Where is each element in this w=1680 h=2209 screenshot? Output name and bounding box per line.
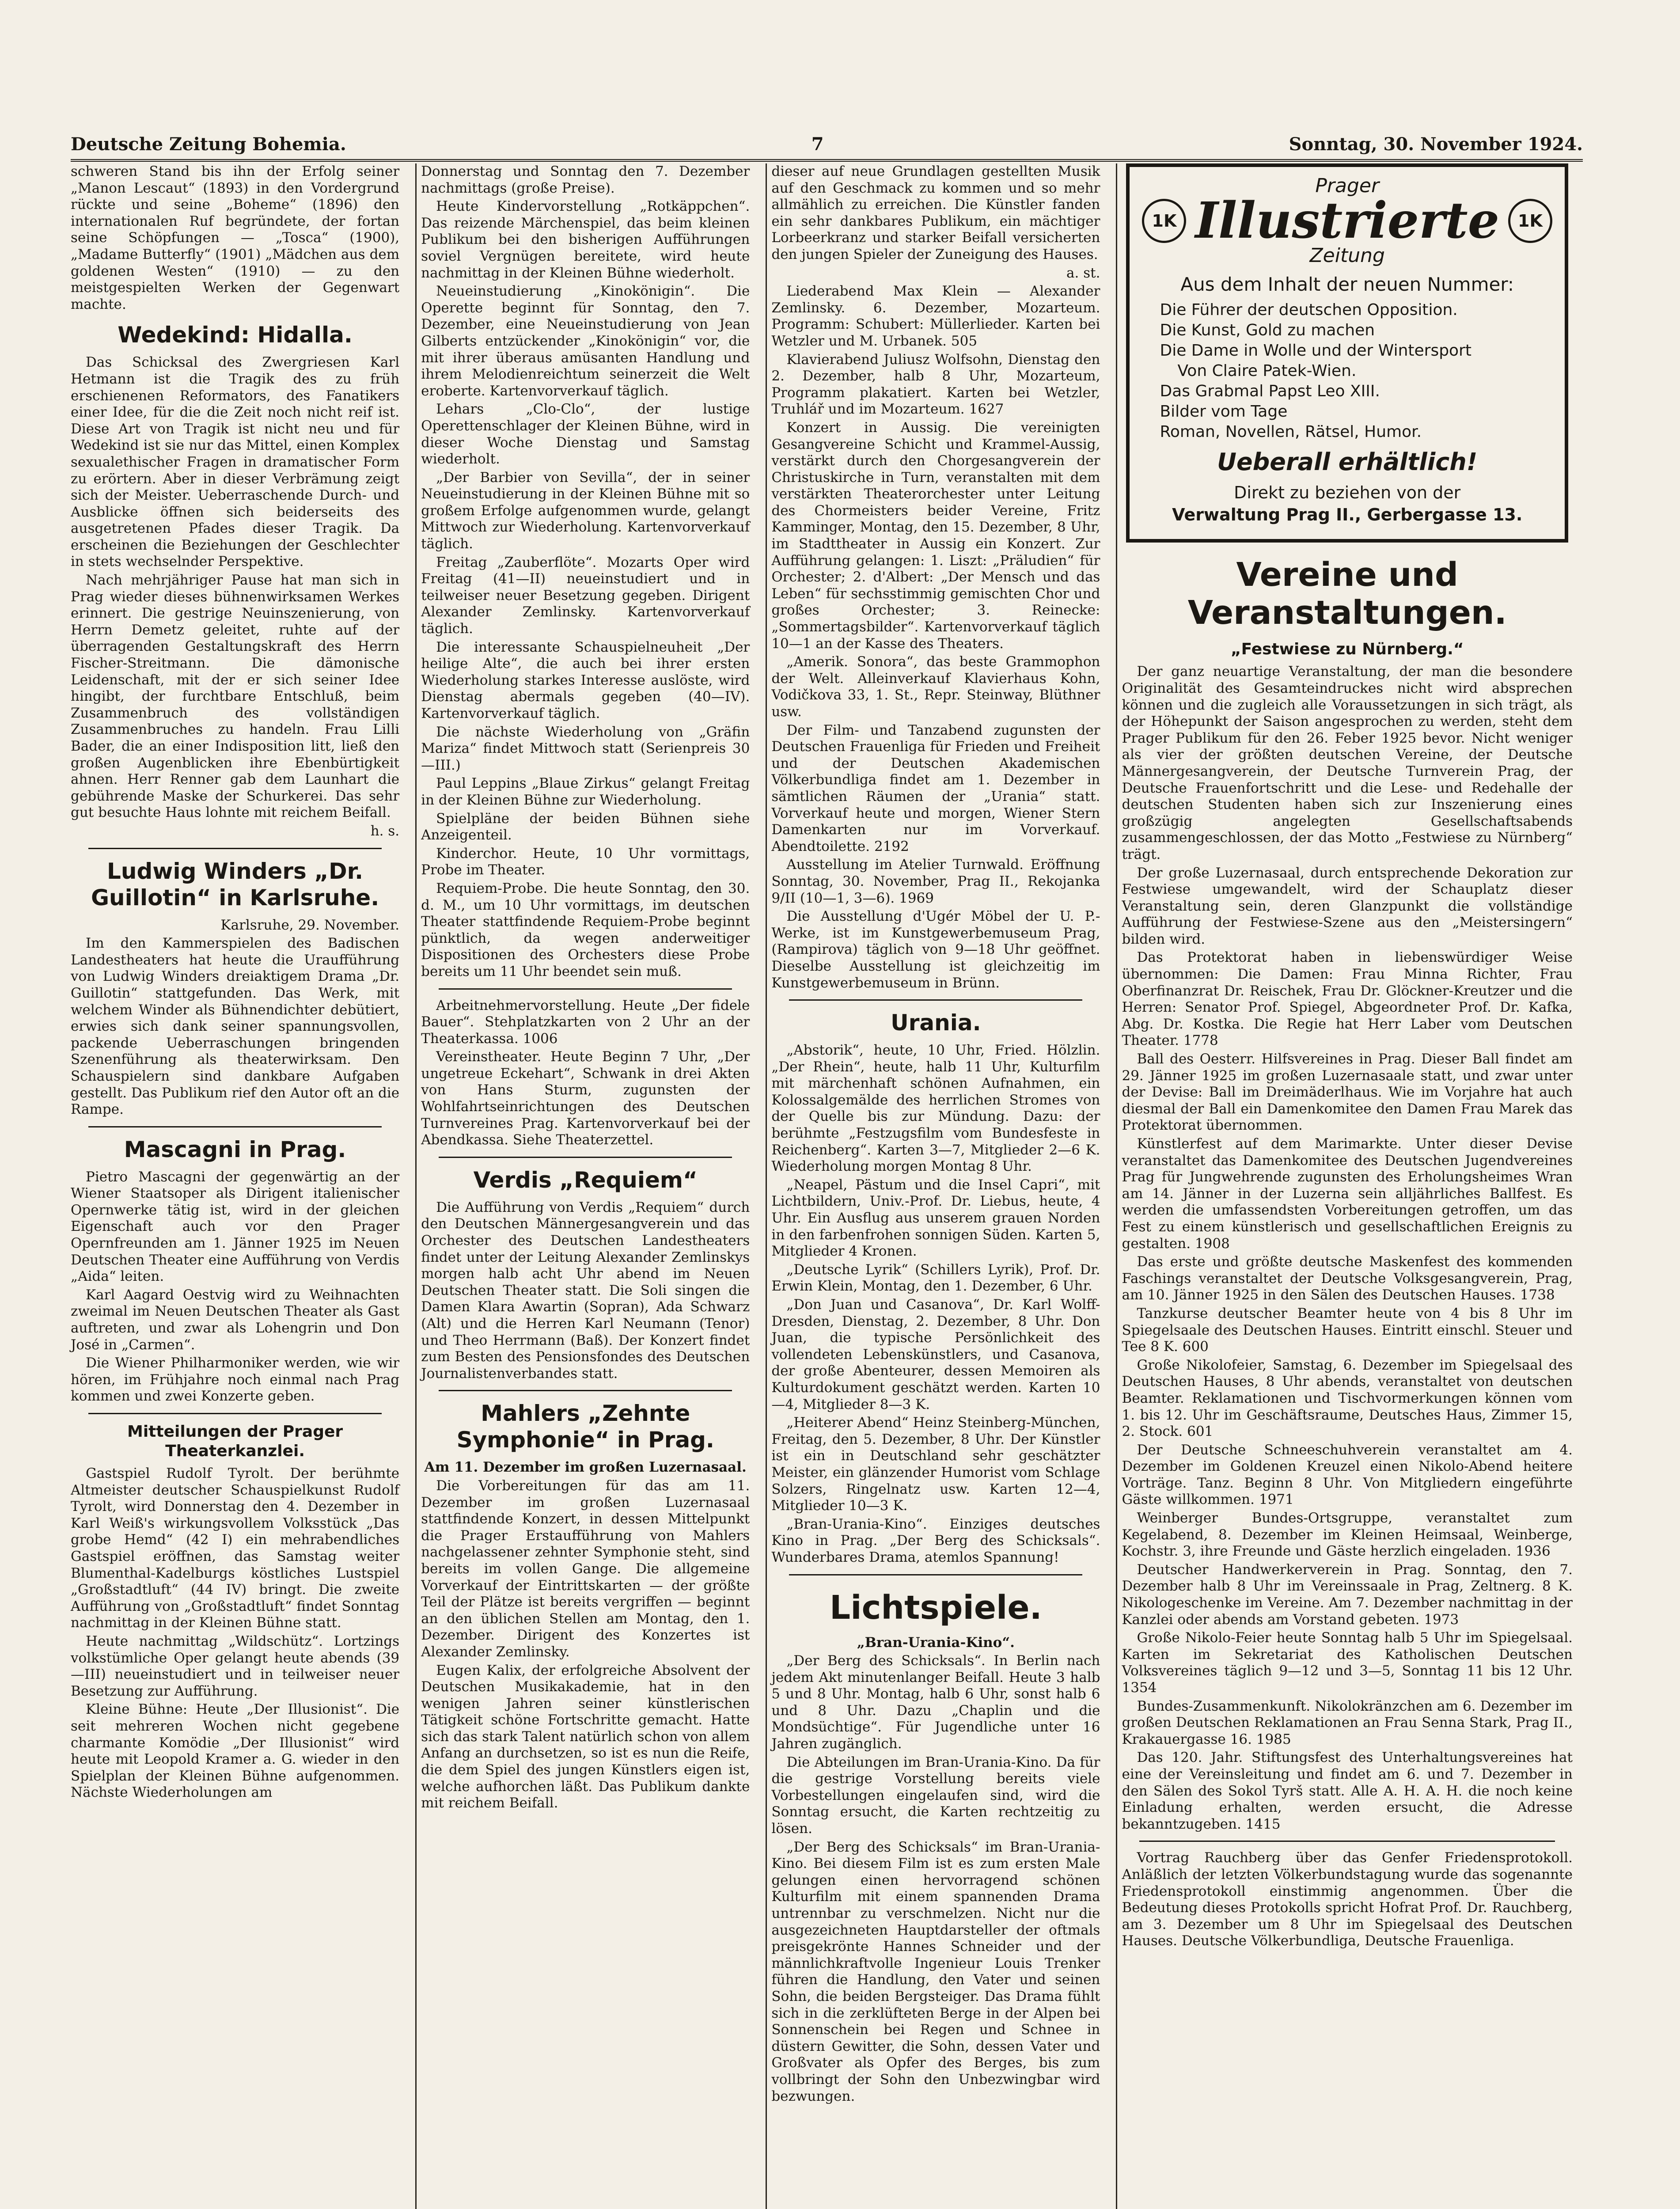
ad-item: Roman, Novellen, Rätsel, Humor. <box>1160 422 1422 441</box>
article-text: Donnerstag und Sonntag den 7. Dezember nachmittags (große Preise). <box>421 163 750 196</box>
article-text: Lehars „Clo-Clo“, der lustige Operettenschlager der Kleinen Bühne, wird in dieser Woche Dienstag und Samstag wiederholt. <box>421 401 750 467</box>
divider <box>439 1157 732 1158</box>
article-heading: Mitteilungen der Prager Theaterkanzlei. <box>127 1423 343 1460</box>
ad-contents-list <box>1160 300 1535 442</box>
article-text: „Der Barbier von Sevilla“, der in seiner Neueinstudierung in der Kleinen Bühne mit so großem Erfolge aufgenommen wurde, gelangt Mittwoch zur Wiederholung. Kartenvorverkauf täglich. <box>421 469 750 552</box>
divider <box>439 1390 732 1391</box>
article-text: Der ganz neuartige Veranstaltung, der man die besondere Originalität des Gesamteindruckes nicht wird absprechen können und die zugleich alle Voraussetzungen in sich trägt, als der Höhepunkt der Saison angesprochen zu werden, steht dem Prager Publikum für den 26. Feber 1925 bevor. Nicht weniger als vier der größten deutschen Vereine, der Deutsche Männergesangverein, der Deutsche Turnverein Prag, der Deutsche Frauenfortschritt und die Lese- und Redehalle der deutschen Studenten haben sich zur Inszenierung eines großzügig angelegten Gesellschaftsabends zusammengeschlossen, der das Motto „Festwiese zu Nürnberg“ trägt. <box>1122 664 1573 862</box>
article-text: Arbeitnehmervorstellung. Heute „Der fidele Bauer“. Stehplatzkarten von 2 Uhr an der Theaterkassa. 1006 <box>421 997 750 1047</box>
article-text: Liederabend Max Klein — Alexander Zemlinsky. 6. Dezember, Mozarteum. Programm: Schubert: Müllerlieder. Karten bei Wetzler und M. Urbanek. 505 <box>771 283 1100 349</box>
ad-item: Von Claire Patek-Wien. <box>1177 361 1357 380</box>
article-text: Große Nikolofeier, Samstag, 6. Dezember im Spiegelsaal des Deutschen Hauses, 8 Uhr abends, veranstaltet von deutschen Beamter. Reklamationen und Tischvormerkungen können vom 1. bis 12. Uhr im Geschäftsraume, Deutsches Haus, Zimmer 15, 2. Stock. 601 <box>1122 1357 1573 1440</box>
ad-availability: Ueberall erhältlich! <box>1217 448 1478 476</box>
ad-item: Bilder vom Tage <box>1160 402 1288 421</box>
article-signature: h. s. <box>370 823 400 839</box>
divider <box>439 988 732 990</box>
article-text: Die Abteilungen im Bran-Urania-Kino. Da für die gestrige Vorstellung bereits viele Vorbestellungen eingelaufen sind, wird die Sonntag ersucht, die Karten rechtzeitig zu lösen. <box>771 1754 1100 1837</box>
newspaper-name: Deutsche Zeitung Bohemia. <box>71 134 346 155</box>
article-text: Paul Leppins „Blaue Zirkus“ gelangt Freitag in der Kleinen Bühne zur Wiederholung. <box>421 775 750 808</box>
section-heading: Vereine und Veranstaltungen. <box>1187 556 1507 632</box>
ad-publisher: Verwaltung Prag II., Gerbergasse 13. <box>1172 505 1523 525</box>
article-text: Neueinstudierung „Kinokönigin“. Die Operette beginnt für Sonntag, den 7. Dezember, eine Neueinstudierung von Jean Gilberts entzückender „Kinokönigin“ vor, die mit ihrer überaus amüsanten Handlung und ihrem Melodienreichtum seinerzeit die Welt eroberte. Kartenvorverkauf täglich. <box>421 283 750 399</box>
ad-item: Die Führer der deutschen Opposition. <box>1160 300 1458 319</box>
page-header <box>71 110 1583 162</box>
article-text: „Der Berg des Schicksals“ im Bran-Urania-Kino. Bei diesem Film ist es zum ersten Male gelungen einen hervorragend schönen Kulturfilm mit einem spannenden Drama untrennbar zu verschmelzen. Nicht nur die ausgezeichneten Hauptdarsteller der oftmals preisgekrönte Hannes Schneider und der männlichkraftvolle Ingenieur Louis Trenker führen die Handlung, den Vater und seinen Sohn, die beiden Bergsteiger. Das Drama fühlt sich in die zerklüfteten Berge in der Alpen bei Sonnenschein bei Regen und Schnee in düstern Gewitter, die Sohn, dessen Vater und Großvater als Opfer des Berges, bis zum vollbringt der Sohn den Unbezwingbar wird bezwungen. <box>771 1839 1100 2104</box>
article-columns <box>66 163 1577 2209</box>
ad-item: Das Grabmal Papst Leo XIII. <box>1160 382 1380 400</box>
article-text: „Don Juan und Casanova“, Dr. Karl Wolff-Dresden, Dienstag, 2. Dezember, 8 Uhr. Don Juan, die typische Persönlichkeit des vollendeten Lebenskünstlers, und Casanova, der große Abenteurer, dessen Memoiren als Kulturdokument geschätzt werden. Karten 10—4, Mitglieder 8—3 K. <box>771 1297 1100 1412</box>
article-text: Die Aufführung von Verdis „Requiem“ durch den Deutschen Männergesangverein und das Orchester des Deutschen Landestheaters findet unter der Leitung Alexander Zemlinskys morgen halb acht Uhr abend im Neuen Deutschen Theater statt. Die Soli singen die Damen Klara Awartin (Sopran), Ada Schwarz (Alt) und die Herren Karl Neumann (Tenor) und Theo Herrmann (Baß). Der Konzert findet zum Besten des Pensionsfondes des Deutschen Journalistenverbandes statt. <box>421 1199 750 1382</box>
article-text: Bundes-Zusammenkunft. Nikolokränzchen am 6. Dezember im großen Deutschen Reklamationen an Frau Senna Stark, Prag II., Krakauergasse 16. 1985 <box>1122 1698 1573 1747</box>
article-text: Heute Kindervorstellung „Rotkäppchen“. Das reizende Märchenspiel, das beim kleinen Publikum bei den bisherigen Aufführungen soviel Vergnügen bereitete, wird heute nachmittag in der Kleinen Bühne wiederholt. <box>421 198 750 281</box>
article-text: „Abstorik“, heute, 10 Uhr, Fried. Hölzlin. „Der Rhein“, heute, halb 11 Uhr, Kulturfilm mit märchenhaft schönen Aufnahmen, ein Kolossalgemälde des herrlichen Stromes von der Quelle bis zur Mündung. Dazu: der berühmte „Festzugsfilm vom Bundesfeste in Reichenberg“. Karten 3—7, Mitglieder 2—6 K. Wiederholung morgen Montag 8 Uhr. <box>771 1042 1100 1175</box>
article-text: Der große Luzernasaal, durch entsprechende Dekoration zur Festwiese umgewandelt, wird der Schauplatz dieser Veranstaltung sein, deren Glanzpunkt die vollständige Aufführung der Festwiese-Szene aus den „Meistersingern“ bilden wird. <box>1122 865 1573 947</box>
divider <box>1139 1841 1555 1842</box>
article-text: „Neapel, Pästum und die Insel Capri“, mit Lichtbildern, Univ.-Prof. Dr. Liebus, heute, 4 Uhr. Ein Ausflug aus unserem grauen Norden in den farbenfrohen sonnigen Süden. Karten 5, Mitglieder 4 Kronen. <box>771 1177 1100 1260</box>
section-heading: Lichtspiele. <box>830 1588 1042 1627</box>
article-heading: Ludwig Winders „Dr. Guillotin“ in Karlsruhe. <box>91 858 379 911</box>
article-text: Der Deutsche Schneeschuhverein veranstaltet am 4. Dezember im Goldenen Kreuzel einen Nikolo-Abend heitere Vorträge. Tanz. Beginn 8 Uhr. Von Mitgliedern eingeführte Gäste willkommen. 1971 <box>1122 1442 1573 1508</box>
article-text: „Heiterer Abend“ Heinz Steinberg-München, Freitag, den 5. Dezember, 8 Uhr. Der Künstler ist ein in Deutschland sehr geschätzter Meister, ein glänzender Humorist vom Schlage Solzers, Ringelnatz usw. Karten 12—4, Mitglieder 10—3 K. <box>771 1415 1100 1514</box>
article-text: Kleine Bühne: Heute „Der Illusionist“. Die seit mehreren Wochen nicht gegebene charmante Komödie „Der Illusionist“ wird heute mit Leopold Kramer a. G. wieder in den Spielplan der Kleinen Bühne aufgenommen. Nächste Wiederholungen am <box>71 1701 400 1801</box>
article-text: Die nächste Wiederholung von „Gräfin Mariza“ findet Mittwoch statt (Serienpreis 30—III.) <box>421 724 750 773</box>
article-text: Spielpläne der beiden Bühnen siehe Anzeigenteil. <box>421 810 750 843</box>
divider <box>88 1126 382 1127</box>
article-signature: a. st. <box>1066 265 1100 281</box>
article-text: Künstlerfest auf dem Marimarkte. Unter dieser Devise veranstaltet das Damenkomitee des Deutschen Jugendvereines Prag für Jungwehrende zugunsten des Erholungsheimes Wran am 14. Jänner in der Luzerna sein alljährliches Ballfest. Es werden die umfassendsten Vorbereitungen getroffen, um das Fest zu einem künstlerisch und gesellschaftlichen Ereignis zu gestalten. 1908 <box>1122 1136 1573 1252</box>
price-badge-left: 1K <box>1142 199 1186 243</box>
article-subheading: Am 11. Dezember im großen Luzernasaal. <box>424 1459 747 1476</box>
article-text: Das erste und größte deutsche Maskenfest des kommenden Faschings veranstaltet der Deutsche Volksgesangverein, Prag, am 10. Jänner 1925 in den Sälen des Deutschen Hauses. 1738 <box>1122 1254 1573 1303</box>
article-text: „Amerik. Sonora“, das beste Grammophon der Welt. Alleinverkauf Klavierhaus Kohn, Vodičkova 33, 1. St., Repr. Steinway, Blüthner usw. <box>771 654 1100 720</box>
ad-subtitle: Aus dem Inhalt der neuen Nummer: <box>1180 273 1514 296</box>
article-text: schweren Stand bis ihn der Erfolg seiner „Manon Lescaut“ (1893) in den Vordergrund rückte und seine „Boheme“ (1896) den internationalen Ruf begründete, der fortan seine Schöpfungen — „Tosca“ (1900), „Madame Butterfly“ (1901) „Mädchen aus dem goldenen Westen“ (1910) — zu den meistgespielten Werken der Gegenwart machte. <box>71 163 400 312</box>
advertisement-box <box>1126 163 1568 543</box>
article-text: Das Protektorat haben in liebenswürdiger Weise übernommen: Die Damen: Frau Minna Richter, Frau Oberfinanzrat Dr. Reischek, Frau Dr. Glöckner-Kreutzer und die Herren: Senator Prof. Spiegel, Abgeordneter Prof. Dr. Kafka, Abg. Dr. Kostka. Die Regie hat Herr Laber vom Deutschen Theater. 1778 <box>1122 949 1573 1049</box>
article-text: Ball des Oesterr. Hilfsvereines in Prag. Dieser Ball findet am 29. Jänner 1925 im großen Luzernasaale statt, und zwar unter der Devise: Ball im Dreimäderlhaus. Wie im Vorjahre hat auch diesmal der Ball ein Damenkomitee den Damen Frau Marek das Protektorat übernommen. <box>1122 1051 1573 1134</box>
article-text: Deutscher Handwerkerverein in Prag. Sonntag, den 7. Dezember halb 8 Uhr im Vereinssaale in Prag, Zeltnerg. 8 K. Nikologeschenke im Vereine. Am 7. Dezember nachmittag in der Kanzlei oder abends am Vorstand gebeten. 1973 <box>1122 1561 1573 1628</box>
article-heading: „Festwiese zu Nürnberg.“ <box>1230 640 1464 659</box>
article-text: Im den Kammerspielen des Badischen Landestheaters hat heute die Uraufführung von Ludwig Winders dreiaktigem Drama „Dr. Guillotin“ stattgefunden. Das Werk, mit welchem Winder als Bühnendichter debütiert, erwies sich dank seiner spannungsvollen, packende Ueberraschungen bringenden Szenenführung als theaterwirksam. Den Schauspielern sind dankbare Aufgaben gestellt. Das Publikum rief den Autor oft an die Rampe. <box>71 935 400 1118</box>
column-4 <box>1116 163 1577 2209</box>
ad-masthead <box>1142 191 1552 250</box>
article-text: Vereinstheater. Heute Beginn 7 Uhr, „Der ungetreue Eckehart“, Schwank in drei Akten von Hans Sturm, zugunsten der Wohlfahrtseinrichtungen des Deutschen Turnvereines Prag. Kartenvorverkauf bei der Abendkassa. Siehe Theaterzettel. <box>421 1049 750 1148</box>
ad-item: Die Dame in Wolle und der Wintersport <box>1160 341 1472 360</box>
article-text: dieser auf neue Grundlagen gestellten Musik auf den Geschmack zu kommen und so mehr allmählich zu erreichen. Die Künstler fanden ein sehr dankbares Publikum, ein mächtiger Lorbeerkranz und starker Beifall versicherten den jungen Spieler der Zuneigung des Hauses. <box>771 163 1100 262</box>
ad-prager: Prager <box>1315 175 1380 197</box>
article-text: Kinderchor. Heute, 10 Uhr vormittags, Probe im Theater. <box>421 845 750 878</box>
article-text: Große Nikolo-Feier heute Sonntag halb 5 Uhr im Spiegelsaal. Karten im Sekretariat des Katholischen Deutschen Volksvereines täglich 9—12 und 3—5, Sonntag 11 bis 12 Uhr. 1354 <box>1122 1630 1573 1696</box>
article-text: Vortrag Rauchberg über das Genfer Friedensprotokoll. Anläßlich der letzten Völkerbundstagung wurde das sogenannte Friedensprotokoll einstimmig angenommen. Über die Bedeutung dieses Protokolls spricht Hofrat Prof. Dr. Rauchberg, am 3. Dezember um 8 Uhr im Spiegelsaal des Deutschen Hauses. Deutsche Völkerbundliga, Deutsche Frauenliga. <box>1122 1850 1573 1949</box>
article-heading: Verdis „Requiem“ <box>473 1167 698 1193</box>
article-text: Die Ausstellung d'Ugér Möbel der U. P.-Werke, ist im Kunstgewerbemuseum Prag, (Rampirova) täglich von 9—18 Uhr geöffnet. Dieselbe Ausstellung ist gleichzeitig im Kunstgewerbemuseum in Brünn. <box>771 908 1100 991</box>
page-number: 7 <box>811 134 824 155</box>
article-text: Die interessante Schauspielneuheit „Der heilige Alte“, die auch bei ihrer ersten Wiederholung starkes Interesse auslöste, wird Dienstag abermals gegeben (40—IV). Kartenvorverkauf täglich. <box>421 639 750 721</box>
article-text: Klavierabend Juliusz Wolfsohn, Dienstag den 2. Dezember, halb 8 Uhr, Mozarteum, Programm plakatiert. Karten bei Wetzler, Truhlář und im Mozarteum. 1627 <box>771 351 1100 418</box>
article-text: Requiem-Probe. Die heute Sonntag, den 30. d. M., um 10 Uhr vormittags, im deutschen Theater stattfindende Requiem-Probe beginnt pünktlich, da wegen anderweitiger Dispositionen des Orchesters diese Probe bereits um 11 Uhr beendet sein muß. <box>421 880 750 979</box>
article-text: Nach mehrjähriger Pause hat man sich in Prag wieder dieses bühnenwirksamen Werkes erinnert. Die gestrige Neuinszenierung, von Herrn Demetz geleitet, ruhte auf der überragenden Gestaltungskraft des Herrn Fischer-Streitmann. Die dämonische Leidenschaft, mit der er sich seiner Idee hingibt, der furchtbare Entschluß, beim Zusammenbruch des vollständigen Zusammenbruches zu handeln. Frau Lilli Bader, die an einer Indisposition litt, ließ den großen Augenblicken ihre Ebenbürtigkeit ahnen. Herr Renner gab dem Launhart die gebührende Maske der Schurkerei. Das sehr gut besuchte Haus lohnte mit reichem Beifall. <box>71 572 400 821</box>
article-text: Pietro Mascagni der gegenwärtig an der Wiener Staatsoper als Dirigent italienischer Opernwerke tätig ist, wird in der gleichen Eigenschaft auch vor den Prager Opernfreunden am 1. Jänner 1925 im Neuen Deutschen Theater eine Aufführung von Verdis „Aida“ leiten. <box>71 1169 400 1285</box>
column-3 <box>766 163 1104 2209</box>
divider <box>88 1413 382 1414</box>
ad-title: Illustrierte <box>1195 191 1499 250</box>
divider <box>789 1574 1082 1575</box>
column-2 <box>415 163 754 2209</box>
article-heading: Mahlers „Zehnte Symphonie“ in Prag. <box>456 1401 714 1453</box>
article-text: Heute nachmittag „Wildschütz“. Lortzings volkstümliche Oper gelangt heute abends (39—III) neueinstudiert und in teilweiser neuer Besetzung zur Aufführung. <box>71 1633 400 1699</box>
dateline: Karlsruhe, 29. November. <box>220 917 400 933</box>
article-text: Eugen Kalix, der erfolgreiche Absolvent der Deutschen Musikakademie, hat in den wenigen Jahren seiner künstlerischen Tätigkeit schöne Fortschritte gemacht. Hatte sich das stark Talent natürlich schon von allem Anfang an durchsetzen, so ist es nun die Reife, die dem Spiel des jungen Künstlers eigen ist, welche aufhorchen läßt. Das Publikum dankte mit reichem Beifall. <box>421 1662 750 1811</box>
article-text: Die Wiener Philharmoniker werden, wie wir hören, im Frühjahre noch einmal nach Prag kommen und zwei Konzerte geben. <box>71 1355 400 1404</box>
article-text: „Bran-Urania-Kino“. Einziges deutsches Kino in Prag. „Der Berg des Schicksals“. Wunderbares Drama, atemlos Spannung! <box>771 1516 1100 1565</box>
ad-direct: Direkt zu beziehen von der <box>1234 483 1461 503</box>
divider <box>789 999 1082 1001</box>
article-text: Tanzkurse deutscher Beamter heute von 4 bis 8 Uhr im Spiegelsaale des Deutschen Hauses. Eintritt einschl. Steuer und Tee 8 K. 600 <box>1122 1305 1573 1355</box>
article-subheading: „Bran-Urania-Kino“. <box>857 1634 1015 1651</box>
article-text: Weinberger Bundes-Ortsgruppe, veranstaltet zum Kegelabend, 8. Dezember im Kleinen Heimsaal, Weinberge, Kochstr. 3, ihre Freunde und Gäste herzlich eingeladen. 1936 <box>1122 1510 1573 1560</box>
article-text: Karl Aagard Oestvig wird zu Weihnachten zweimal im Neuen Deutschen Theater als Gast auftreten, und zwar als Lohengrin und Don José in „Carmen“. <box>71 1287 400 1353</box>
article-text: „Deutsche Lyrik“ (Schillers Lyrik), Prof. Dr. Erwin Klein, Montag, den 1. Dezember, 6 Uhr. <box>771 1261 1100 1294</box>
article-text: „Der Berg des Schicksals“. In Berlin nach jedem Akt minutenlanger Beifall. Heute 3 halb 5 und 8 Uhr. Montag, halb 6 Uhr, sonst halb 6 und 8 Uhr. Dazu „Chaplin und die Mondsüchtige“. Für Jugendliche unter 16 Jahren zugänglich. <box>771 1653 1100 1752</box>
article-heading: Mascagni in Prag. <box>124 1136 346 1162</box>
article-text: Konzert in Aussig. Die vereinigten Gesangvereine Schicht und Krammel-Aussig, verstärkt durch den Chorgesangverein der Christuskirche in Turn, veranstalten mit dem verstärkten Theaterorchester unter Leitung des Chormeisters beider Vereine, Fritz Kamminger, Montag, den 15. Dezember, 8 Uhr, im Stadttheater in Aussig ein Konzert. Zur Aufführung gelangen: 1. Liszt: „Präludien“ für Orchester; 2. d'Albert: „Der Mensch und das Leben“ für sechsstimmig gemischten Chor und großes Orchester; 3. Reinecke: „Sommertagsbilder“. Kartenvorverkauf täglich 10—1 an der Kasse des Theaters. <box>771 419 1100 652</box>
ad-item: Die Kunst, Gold zu machen <box>1160 321 1375 339</box>
article-text: Die Vorbereitungen für das am 11. Dezember im großen Luzernasaal stattfindende Konzert, in dessen Mittelpunkt die Prager Erstaufführung von Mahlers nachgelassener zehnter Symphonie steht, sind bereits im vollen Gange. Die allgemeine Vorverkauf der Eintrittskarten — der größte Teil der Plätze ist bereits vergriffen — beginnt an den üblichen Stellen am Montag, den 1. Dezember. Dirigent des Konzertes ist Alexander Zemlinsky. <box>421 1477 750 1660</box>
column-1 <box>66 163 404 2209</box>
article-text: Das Schicksal des Zwergriesen Karl Hetmann ist die Tragik des zu früh erschienenen Reformators, des Fanatikers einer Idee, für die die Zeit noch nicht reif ist. Diese Art von Tragik ist nicht neu und für Wedekind ist sie nur das Mittel, einen Komplex sexualethischer Fragen in dramatischer Form zu erörtern. Aber in dieser Verbrämung zeigt sich der Meister. Ueberraschende Durch- und Ausblicke öffnen sich beiderseits des ausgetretenen Pfades dieser Tragik. Da erscheinen die Beziehungen der Geschlechter in stets wechselnder Perspektive. <box>71 354 400 570</box>
article-heading: Urania. <box>891 1010 981 1036</box>
ad-zeitung: Zeitung <box>1309 244 1385 267</box>
price-badge-right: 1K <box>1508 199 1552 243</box>
article-text: Freitag „Zauberflöte“. Mozarts Oper wird Freitag (41—II) neueinstudiert und in teilweiser neuer Besetzung gegeben. Dirigent Alexander Zemlinsky. Kartenvorverkauf täglich. <box>421 554 750 637</box>
article-text: Gastspiel Rudolf Tyrolt. Der berühmte Altmeister deutscher Schauspielkunst Rudolf Tyrolt, wird Donnerstag den 4. Dezember in Karl Weiß's wirkungsvollem Volksstück „Das grobe Hemd“ (42 I) ein mehrabendliches Gastspiel eröffnen, das Samstag weiter Blumenthal-Kadelburgs köstliches Lustspiel „Großstadtluft“ (44 IV) bringt. Die zweite Aufführung von „Großstadtluft“ findet Sonntag nachmittag in der Kleinen Bühne statt. <box>71 1465 400 1631</box>
article-text: Der Film- und Tanzabend zugunsten der Deutschen Frauenliga für Frieden und Freiheit und der Deutschen Akademischen Völkerbundliga findet am 1. Dezember in sämtlichen Räumen der „Urania“ statt. Vorverkauf heute und morgen, Wiener Stern Damenkarten nur im Vorverkauf. Abendtoilette. 2192 <box>771 722 1100 854</box>
issue-date: Sonntag, 30. November 1924. <box>1289 134 1583 155</box>
divider <box>88 848 382 849</box>
article-text: Ausstellung im Atelier Turnwald. Eröffnung Sonntag, 30. November, Prag II., Rekojanka 9/II (10—1, 3—6). 1969 <box>771 857 1100 906</box>
article-heading: Wedekind: Hidalla. <box>118 322 353 348</box>
article-text: Das 120. Jahr. Stiftungsfest des Unterhaltungsvereines hat eine der Vereinsleitung und findet am 6. und 7. Dezember in den Sälen des Sokol Tyrš statt. Alle A. H. A. H. die noch keine Einladung erhalten, werden ersucht, die Adresse bekanntzugeben. 1415 <box>1122 1750 1573 1832</box>
